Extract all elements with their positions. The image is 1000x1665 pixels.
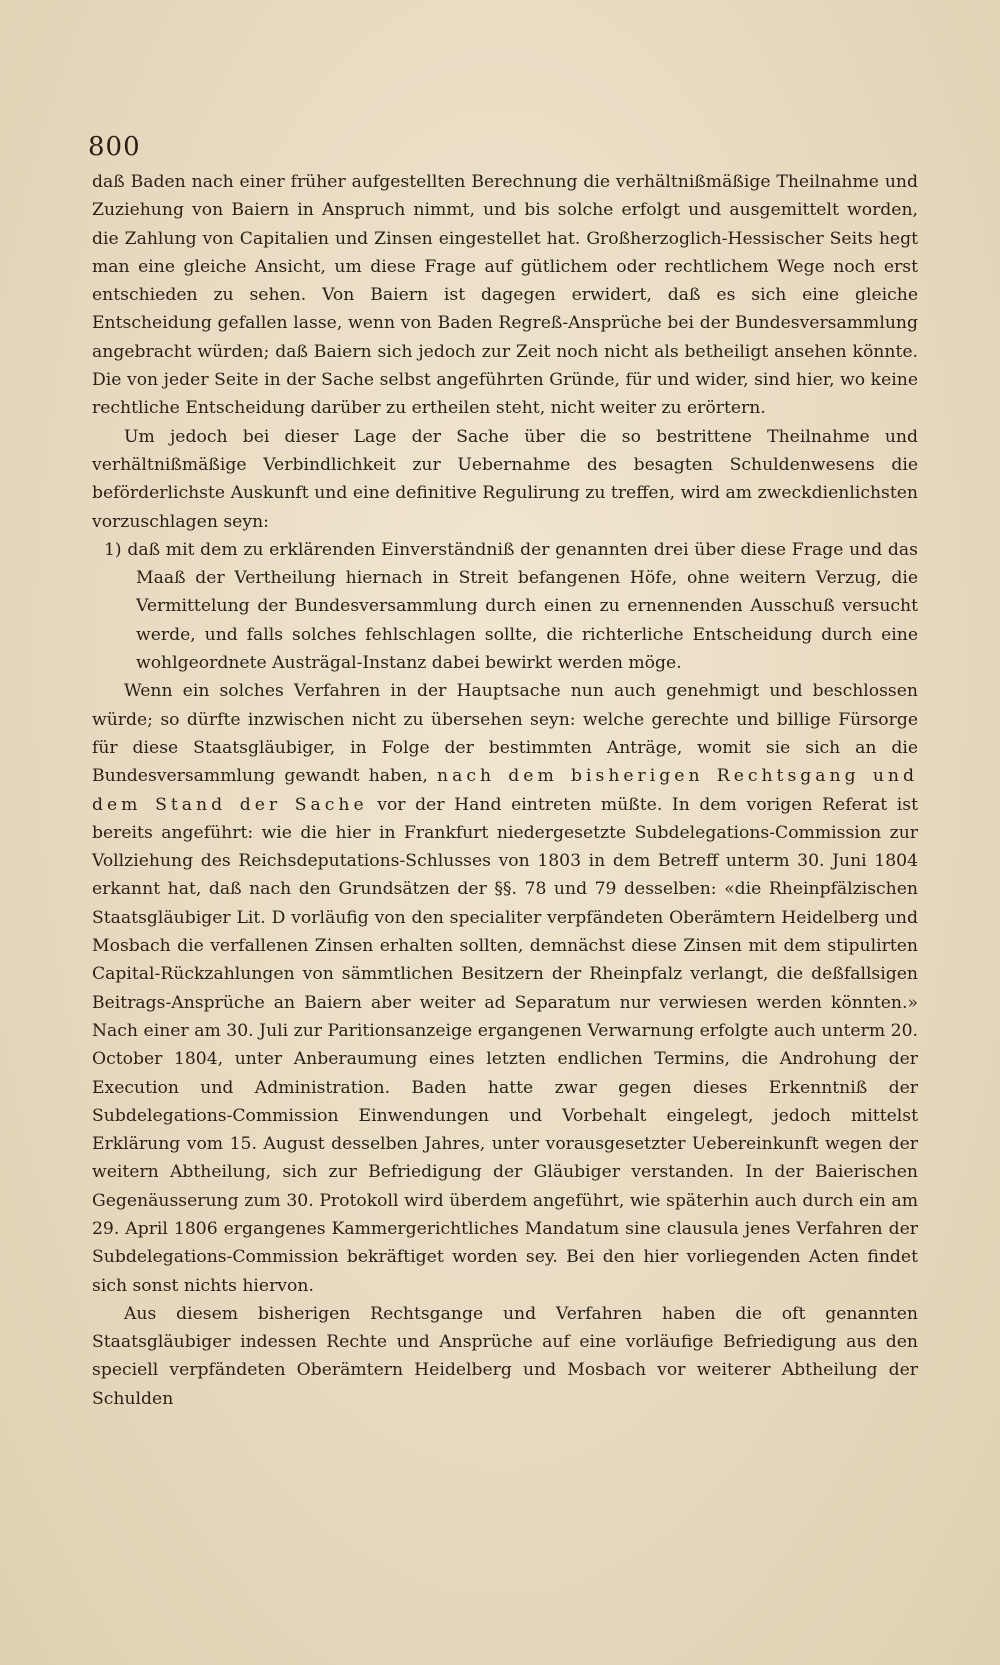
- paragraph-text: Wenn ein solches Verfahren in der Hauptsache nun auch genehmigt und beschlossen würde; so dürfte inzwischen nicht zu übersehen seyn: welche gerechte und billige Fürsorge für diese Staatsgläubiger, in Folge der bestimmten Anträge, womit sie sich an die Bundesversammlung gewandt haben,: [92, 681, 918, 787]
- list-item: 1) daß mit dem zu erklärenden Einverständniß der genannten drei über diese Frage und das Maaß der Vertheilung hiernach in Streit befangenen Höfe, ohne weitern Verzug, die Vermittelung der Bundesversammlung durch einen zu ernennenden Ausschuß versucht werde, und falls solches fehlschlagen sollte, die richterliche Entscheidung durch eine wohlgeordnete Austrägal-Instanz dabei bewirkt werden möge.: [104, 539, 918, 674]
- paragraph: Um jedoch bei dieser Lage der Sache über die so bestrittene Theilnahme und verhältnißmäßige Verbindlichkeit zur Uebernahme des besagten Schuldenwesens die beförderlichste Auskunft und eine definitive Regulirung zu treffen, wird am zweckdienlichsten vorzuschlagen seyn:: [92, 426, 918, 532]
- emphasized-text: nach dem bisherigen Rechtsgang und dem Stand der Sache: [92, 766, 918, 815]
- paragraph: daß Baden nach einer früher aufgestellten Berechnung die verhältnißmäßige Theilnahme und Zuziehung von Baiern in Anspruch nimmt, und bis solche erfolgt und ausgemittelt worden, die Zahlung von Capitalien und Zinsen eingestellet hat. Großherzoglich-Hessischer Seits hegt man eine gleiche Ansicht, um diese Frage auf gütlichem oder rechtlichem Wege noch erst entschieden zu sehen. Von Baiern ist dagegen erwidert, daß es sich eine gleiche Entscheidung gefallen lasse, wenn von Baden Regreß-Ansprüche bei der Bundesversammlung angebracht würden; daß Baiern sich jedoch zur Zeit noch nicht als betheiligt ansehen könnte. Die von jeder Seite in der Sache selbst angeführten Gründe, für und wider, sind hier, wo keine rechtliche Entscheidung darüber zu ertheilen steht, nicht weiter zu erörtern.: [92, 172, 918, 419]
- paragraph: [92, 1300, 918, 1413]
- body-text: [92, 168, 918, 1413]
- paragraph-text: Aus diesem bisherigen Rechtsgange und Verfahren haben die oft genannten Staatsgläubiger indessen Rechte und Ansprüche auf eine vorläufige Befriedigung aus den speciell verpfändeten Oberämtern Heidelberg und Mosbach vor weiterer Abtheilung der Schulden: [92, 1303, 918, 1409]
- page-number: 800: [88, 132, 141, 162]
- paragraph-text: vor der Hand eintreten müßte. In dem vorigen Referat ist bereits angeführt: wie die hier in Frankfurt niedergesetzte Subdelegations-Commission zur Vollziehung des Reichsdeputations-Schlusses von 1803 in dem Betreff unterm 30. Juni 1804 erkannt hat, daß nach den Grundsätzen der §§. 78 und 79 desselben: «die Rheinpfälzischen Staatsgläubiger Lit. D vorläufig von den specialiter verpfändeten Oberämtern Heidelberg und Mosbach die verfallenen Zinsen erhalten sollten, demnächst diese Zinsen mit dem stipulirten Capital-Rückzahlungen von sämmtlichen Besitzern der Rheinpfalz verlangt, die deßfallsigen Beitrags-Ansprüche an Baiern aber weiter ad Separatum nur verwiesen werden könnten.» Nach einer am 30. Juli zur Paritionsanzeige ergangenen Verwarnung erfolgte auch unterm 20. October 1804, unter Anberaumung eines letzten endlichen Termins, die Androhung der Execution und Administration. Baden hatte zwar gegen dieses Erkenntniß der Subdelegations-Commission Einwendungen und Vorbehalt eingelegt, jedoch mittelst Erklärung vom 15. August desselben Jahres, unter vorausgesetzter Uebereinkunft wegen der weitern Abtheilung, sich zur Befriedigung der Gläubiger verstanden. In der Baierischen Gegenäusserung zum 30. Protokoll wird überdem angeführt, wie späterhin auch durch ein am 29. April 1806 ergangenes Kammergerichtliches Mandatum sine clausula jenes Verfahren der Subdelegations-Commission bekräftiget worden sey. Bei den hier vorliegenden Acten findet sich sonst nichts hiervon.: [92, 794, 918, 1296]
- paragraph: [92, 677, 918, 1300]
